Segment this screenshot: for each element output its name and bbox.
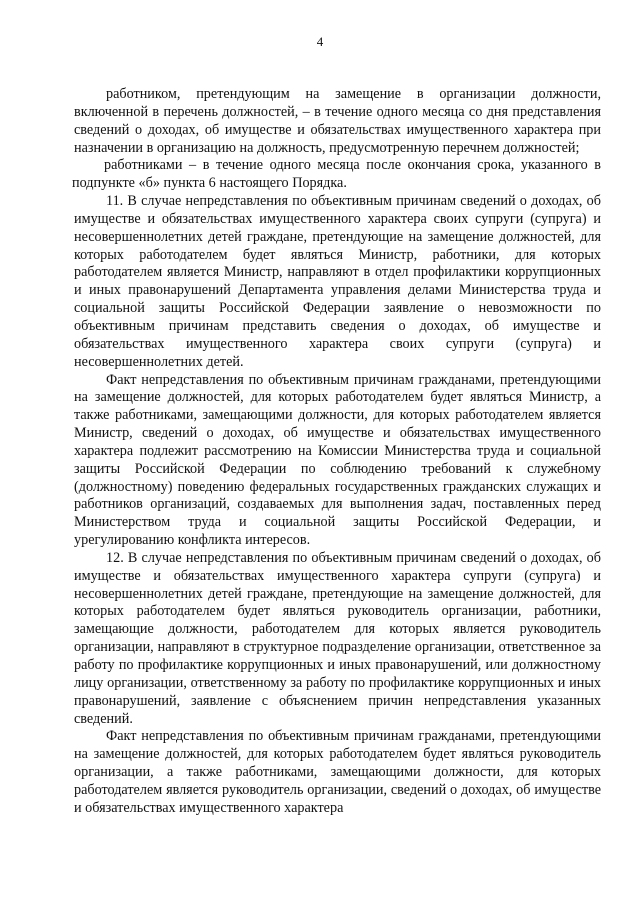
body-text [74,86,601,818]
paragraph-item-11: 11. В случае непредставления по объективным причинам сведений о доходах, об имуществе и обязательствах имущественного характера своих супруги (супруга) и несовершеннолетних детей граждане, претендующие на замещение должностей, для которых работодателем будет являться Министр, работники, для которых работодателем является Министр, направляют в отдел профилактики коррупционных и иных правонарушений Департамента управления делами Министерства труда и социальной защиты Российской Федерации заявление о невозможности по объективным причинам представить сведения о доходах, об имуществе и обязательствах имущественного характера своих супруги (супруга) и несовершеннолетних детей. [74,193,601,370]
paragraph-item-12: 12. В случае непредставления по объективным причинам сведений о доходах, об имуществе и обязательствах имущественного характера супруги (супруга) и несовершеннолетних детей граждане, претендующие на замещение должностей, для которых работодателем будет являться руководитель организации, работники, замещающие должности, работодателем для которых является руководитель организации, направляют в структурное подразделение организации, ответственное за работу по профилактике коррупционных и иных правонарушений, или должностному лицу организации, ответственному за работу по профилактике коррупционных и иных правонарушений, заявление с объяснением причин непредставления указанных сведений. [74,549,601,727]
paragraph-fact-minister: Факт непредставления по объективным причинам гражданами, претендующими на замещение должностей, для которых работодателем будет являться Министр, а также работниками, замещающими должности, для которых работодателем является Министр, сведений о доходах, об имуществе и обязательствах имущественного характера подлежит рассмотрению на Комиссии Министерства труда и социальной защиты Российской Федерации по соблюдению требований к служебному (должностному) поведению федеральных государственных гражданских служащих и работников организаций, создаваемых для выполнения задач, поставленных перед Министерством труда и социальной защиты Российской Федерации, и урегулированию конфликта интересов. [74,371,601,549]
paragraph-worker-candidate: работником, претендующим на замещение в организации должности, включенной в перечень должностей, – в течение одного месяца со дня представления сведений о доходах, об имуществе и обязательствах имущественного характера при назначении в организацию на должность, предусмотренную перечнем должностей; [74,86,601,156]
page-number: 4 [316,34,324,49]
paragraph-fact-organization-head: Факт непредставления по объективным причинам гражданами, претендующими на замещение должностей, для которых работодателем будет являться руководитель организации, а также работниками, замещающими должности, для которых работодателем является руководитель организации, сведений о доходах, об имуществе и обязательствах имущественного характера [74,728,601,816]
paragraph-workers: работниками – в течение одного месяца после окончания срока, указанного в подпункте «б» пункта 6 настоящего Порядка. [72,157,601,192]
